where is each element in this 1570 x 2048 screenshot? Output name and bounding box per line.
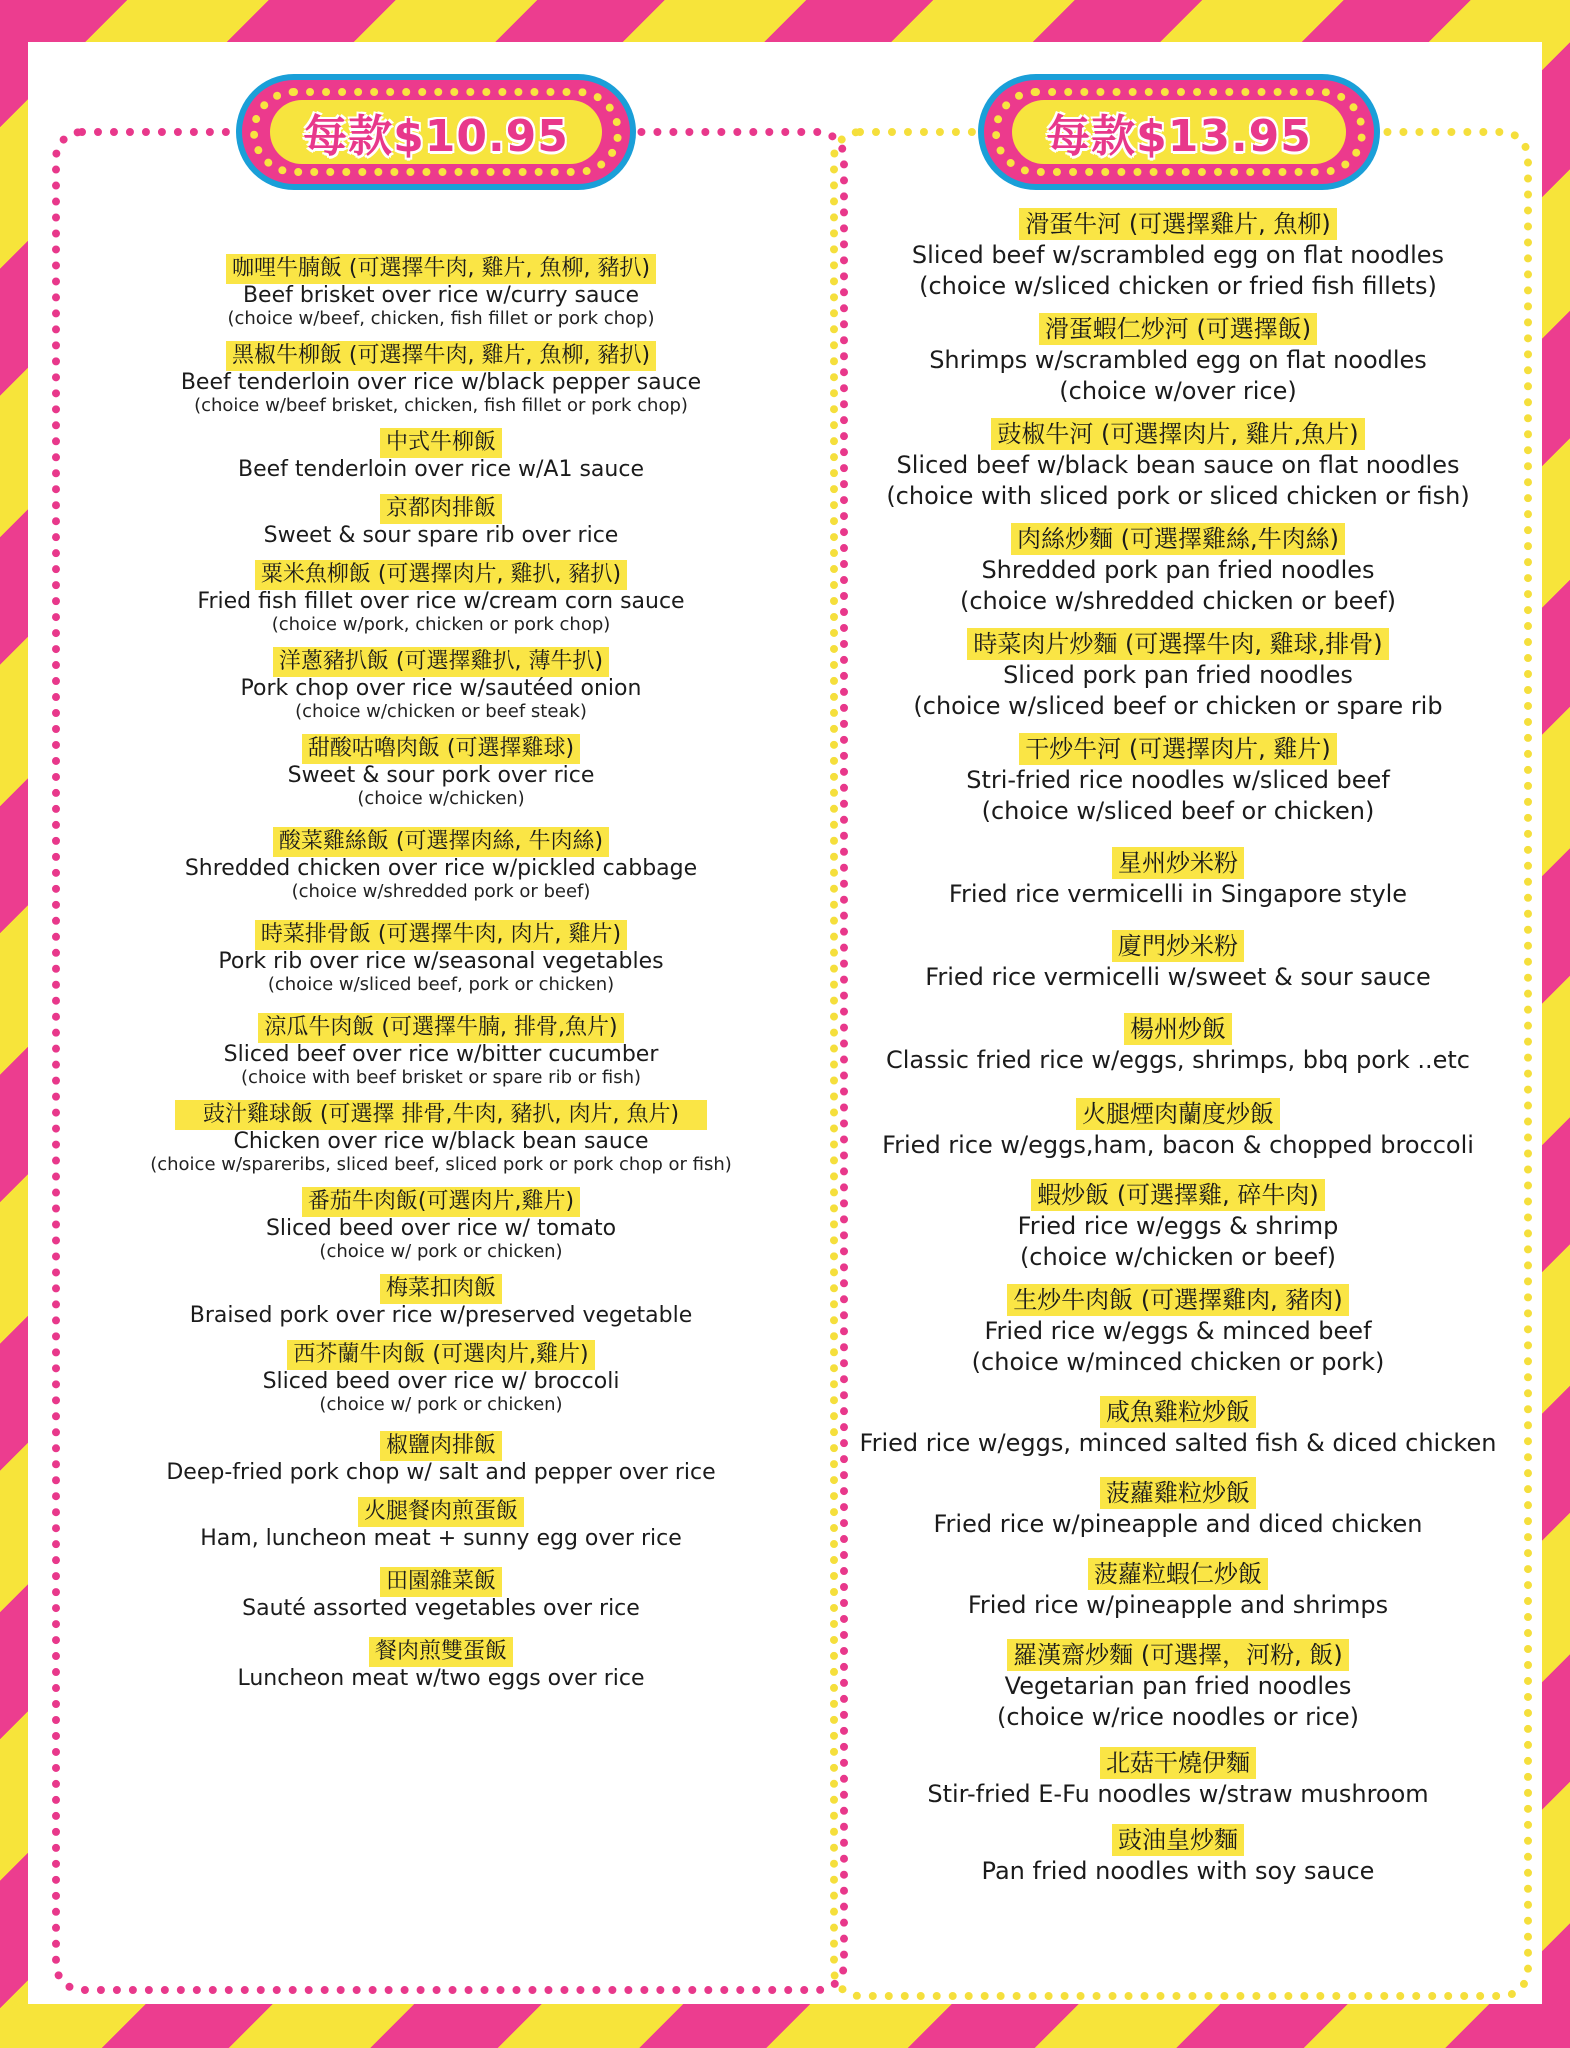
price-label-left: 每款$10.95 xyxy=(303,111,569,162)
dish-name-english: Pork rib over rice w/seasonal vegetables xyxy=(218,949,664,974)
dish-name-chinese: 菠蘿雞粒炒飯 xyxy=(1100,1477,1256,1509)
dish-name-english: Chicken over rice w/black bean sauce xyxy=(233,1129,649,1154)
menu-list-left xyxy=(96,254,786,1703)
dish-name-chinese: 豉椒牛河 (可選擇肉片, 雞片,魚片) xyxy=(991,418,1364,450)
dish-name-english: Stir-fried E-Fu noodles w/straw mushroom xyxy=(927,1780,1429,1808)
dish-name-chinese: 時菜排骨飯 (可選擇牛肉, 肉片, 雞片) xyxy=(255,920,627,950)
menu-item xyxy=(96,341,786,416)
dish-options: (choice w/shredded chicken or beef) xyxy=(959,587,1397,615)
dish-options: (choice w/sliced chicken or fried fish fillets) xyxy=(919,272,1437,300)
dish-options: (choice w/minced chicken or pork) xyxy=(971,1348,1385,1376)
menu-item xyxy=(96,920,786,995)
dish-options: (choice w/pork, chicken or pork chop) xyxy=(271,614,611,635)
dish-name-chinese: 火腿煙肉蘭度炒飯 xyxy=(1076,1098,1280,1130)
menu-item xyxy=(96,1637,786,1691)
dish-name-chinese: 西芥蘭牛肉飯 (可選肉片,雞片) xyxy=(287,1340,594,1370)
dish-name-english: Beef brisket over rice w/curry sauce xyxy=(242,283,640,308)
dish-name-english: Vegetarian pan fried noodles xyxy=(1004,1672,1352,1700)
dish-name-chinese: 咖哩牛腩飯 (可選擇牛肉, 雞片, 魚柳, 豬扒) xyxy=(226,254,656,284)
menu-item xyxy=(842,418,1514,512)
menu-item xyxy=(96,428,786,482)
dish-name-chinese: 豉油皇炒麵 xyxy=(1112,1824,1244,1856)
dish-name-chinese: 火腿餐肉煎蛋飯 xyxy=(358,1497,524,1527)
dish-name-chinese: 干炒牛河 (可選擇肉片, 雞片) xyxy=(1019,733,1337,765)
dish-name-english: Sliced beed over rice w/ tomato xyxy=(265,1216,617,1241)
menu-item xyxy=(96,494,786,548)
dish-name-english: Fried rice w/eggs,ham, bacon & chopped broccoli xyxy=(882,1131,1474,1159)
dish-name-chinese: 廈門炒米粉 xyxy=(1112,930,1244,962)
dish-name-english: Fried rice w/pineapple and diced chicken xyxy=(933,1510,1423,1538)
dish-name-chinese: 餐肉煎雙蛋飯 xyxy=(369,1637,513,1667)
dish-options: (choice w/beef, chicken, fish fillet or pork chop) xyxy=(227,308,655,329)
dish-name-chinese: 田園雜菜飯 xyxy=(380,1567,502,1597)
dish-name-english: Fried rice w/pineapple and shrimps xyxy=(967,1591,1389,1619)
dish-name-english: Sweet & sour spare rib over rice xyxy=(263,523,619,548)
dish-name-english: Fried rice vermicelli w/sweet & sour sauce xyxy=(925,963,1431,991)
dish-name-english: Fried rice w/eggs & minced beef xyxy=(984,1317,1372,1345)
dish-name-chinese: 肉絲炒麵 (可選擇雞絲,牛肉絲) xyxy=(1011,523,1345,555)
menu-item xyxy=(842,1098,1514,1161)
menu-item xyxy=(96,1100,786,1175)
menu-item xyxy=(842,1013,1514,1076)
menu-item xyxy=(842,1477,1514,1540)
menu-item xyxy=(96,734,786,809)
menu-item xyxy=(96,1567,786,1621)
dish-name-english: Sliced beef over rice w/bitter cucumber xyxy=(223,1042,659,1067)
dish-name-chinese: 番茄牛肉飯(可選肉片,雞片) xyxy=(302,1187,580,1217)
dish-name-english: Fried rice w/eggs, minced salted fish & diced chicken xyxy=(859,1429,1497,1457)
dish-name-english: Braised pork over rice w/preserved vegetable xyxy=(189,1303,693,1328)
menu-item xyxy=(96,1497,786,1551)
dish-name-chinese: 滑蛋牛河 (可選擇雞片, 魚柳) xyxy=(1019,208,1337,240)
dish-options: (choice with sliced pork or sliced chicken or fish) xyxy=(886,482,1470,510)
menu-item xyxy=(842,523,1514,617)
menu-item xyxy=(842,1179,1514,1273)
dish-name-chinese: 甜酸咕嚕肉飯 (可選擇雞球) xyxy=(302,734,580,764)
dish-options: (choice w/spareribs, sliced beef, sliced pork or pork chop or fish) xyxy=(150,1154,732,1175)
dish-options: (choice w/ pork or chicken) xyxy=(319,1241,563,1262)
dish-name-chinese: 梅菜扣肉飯 xyxy=(380,1274,502,1304)
dish-name-english: Beef tenderloin over rice w/black pepper sauce xyxy=(180,370,702,395)
dish-name-chinese: 中式牛柳飯 xyxy=(380,428,502,458)
menu-list-right xyxy=(842,208,1514,1898)
menu-item xyxy=(96,1431,786,1485)
dish-name-english: Pork chop over rice w/sautéed onion xyxy=(240,676,642,701)
dish-name-chinese: 京都肉排飯 xyxy=(380,494,502,524)
price-badge-left xyxy=(236,74,636,190)
dish-name-english: Pan fried noodles with soy sauce xyxy=(981,1857,1375,1885)
dish-name-english: Sliced beed over rice w/ broccoli xyxy=(262,1369,620,1394)
menu-item xyxy=(96,1013,786,1088)
dish-name-english: Ham, luncheon meat + sunny egg over rice xyxy=(200,1526,682,1551)
dish-name-english: Fried fish fillet over rice w/cream corn sauce xyxy=(197,589,685,614)
dish-name-chinese: 羅漢齋炒麵 (可選擇，河粉, 飯) xyxy=(1007,1639,1349,1671)
dish-name-english: Sliced beef w/black bean sauce on flat noodles xyxy=(896,451,1460,479)
menu-item xyxy=(96,560,786,635)
dish-options: (choice w/sliced beef, pork or chicken) xyxy=(267,974,615,995)
menu-item xyxy=(96,1274,786,1328)
dish-options: (choice w/sliced beef or chicken) xyxy=(981,797,1375,825)
dish-name-chinese: 黑椒牛柳飯 (可選擇牛肉, 雞片, 魚柳, 豬扒) xyxy=(226,341,656,371)
menu-item xyxy=(842,208,1514,302)
menu-item xyxy=(842,1639,1514,1733)
dish-options: (choice w/chicken) xyxy=(357,788,525,809)
dish-name-chinese: 楊州炒飯 xyxy=(1124,1013,1232,1045)
dish-options: (choice w/ pork or chicken) xyxy=(319,1394,563,1415)
menu-item xyxy=(96,1187,786,1262)
dish-name-english: Sliced pork pan fried noodles xyxy=(1003,661,1353,689)
menu-item xyxy=(96,254,786,329)
dish-name-english: Fried rice vermicelli in Singapore style xyxy=(948,880,1408,908)
dish-options: (choice w/chicken or beef) xyxy=(1019,1243,1337,1271)
dish-name-chinese: 生炒牛肉飯 (可選擇雞肉, 豬肉) xyxy=(1007,1284,1349,1316)
dish-name-chinese: 咸魚雞粒炒飯 xyxy=(1100,1396,1256,1428)
dish-name-chinese: 椒鹽肉排飯 xyxy=(380,1431,502,1461)
menu-item xyxy=(842,847,1514,910)
menu-item xyxy=(842,313,1514,407)
dish-name-english: Luncheon meat w/two eggs over rice xyxy=(237,1666,645,1691)
price-badge-right xyxy=(978,74,1380,190)
menu-item xyxy=(842,930,1514,993)
dish-name-english: Sliced beef w/scrambled egg on flat noodles xyxy=(911,241,1445,269)
dish-name-chinese: 酸菜雞絲飯 (可選擇肉絲, 牛肉絲) xyxy=(273,827,609,857)
menu-item xyxy=(842,1824,1514,1887)
menu-item xyxy=(842,1396,1514,1459)
dish-options: (choice w/shredded pork or beef) xyxy=(291,881,591,902)
dish-name-english: Shrimps w/scrambled egg on flat noodles xyxy=(929,346,1427,374)
dish-name-english: Sauté assorted vegetables over rice xyxy=(242,1596,640,1621)
dish-name-chinese: 粟米魚柳飯 (可選擇肉片, 雞扒, 豬扒) xyxy=(255,560,627,590)
dish-options: (choice w/over rice) xyxy=(1059,377,1297,405)
dish-name-chinese: 北菇干燒伊麵 xyxy=(1100,1747,1256,1779)
dish-options: (choice w/sliced beef or chicken or spare rib xyxy=(913,692,1443,720)
menu-item xyxy=(842,733,1514,827)
dish-name-chinese: 涼瓜牛肉飯 (可選擇牛腩, 排骨,魚片) xyxy=(258,1013,623,1043)
dish-name-chinese: 蝦炒飯 (可選擇雞, 碎牛肉) xyxy=(1031,1179,1325,1211)
price-label-right: 每款$13.95 xyxy=(1046,111,1312,162)
dish-name-english: Shredded pork pan fried noodles xyxy=(981,556,1375,584)
dish-name-chinese: 豉汁雞球飯 (可選擇 排骨,牛肉, 豬扒, 肉片, 魚片) xyxy=(175,1100,707,1130)
dish-name-english: Classic fried rice w/eggs, shrimps, bbq pork ..etc xyxy=(886,1046,1470,1074)
dish-name-chinese: 時菜肉片炒麵 (可選擇牛肉, 雞球,排骨) xyxy=(967,628,1388,660)
menu-item xyxy=(96,827,786,902)
dish-name-english: Sweet & sour pork over rice xyxy=(287,763,595,788)
menu-item xyxy=(842,1558,1514,1621)
dish-name-english: Fried rice w/eggs & shrimp xyxy=(1017,1212,1339,1240)
dish-name-chinese: 星州炒米粉 xyxy=(1112,847,1244,879)
dish-options: (choice w/chicken or beef steak) xyxy=(295,701,587,722)
dish-name-chinese: 滑蛋蝦仁炒河 (可選擇飯) xyxy=(1039,313,1317,345)
dish-options: (choice w/rice noodles or rice) xyxy=(997,1703,1359,1731)
menu-item xyxy=(842,628,1514,722)
dish-name-chinese: 菠蘿粒蝦仁炒飯 xyxy=(1088,1558,1268,1590)
dish-options: (choice w/beef brisket, chicken, fish fillet or pork chop) xyxy=(194,395,688,416)
menu-item xyxy=(842,1284,1514,1378)
menu-item xyxy=(96,1340,786,1415)
menu-item xyxy=(96,647,786,722)
dish-name-english: Deep-fried pork chop w/ salt and pepper over rice xyxy=(166,1460,716,1485)
dish-name-english: Beef tenderloin over rice w/A1 sauce xyxy=(238,457,644,482)
dish-name-chinese: 洋蔥豬扒飯 (可選擇雞扒, 薄牛扒) xyxy=(273,647,609,677)
dish-options: (choice with beef brisket or spare rib or fish) xyxy=(240,1067,642,1088)
dish-name-english: Shredded chicken over rice w/pickled cabbage xyxy=(184,856,698,881)
menu-item xyxy=(842,1747,1514,1810)
dish-name-english: Stri-fried rice noodles w/sliced beef xyxy=(966,766,1390,794)
